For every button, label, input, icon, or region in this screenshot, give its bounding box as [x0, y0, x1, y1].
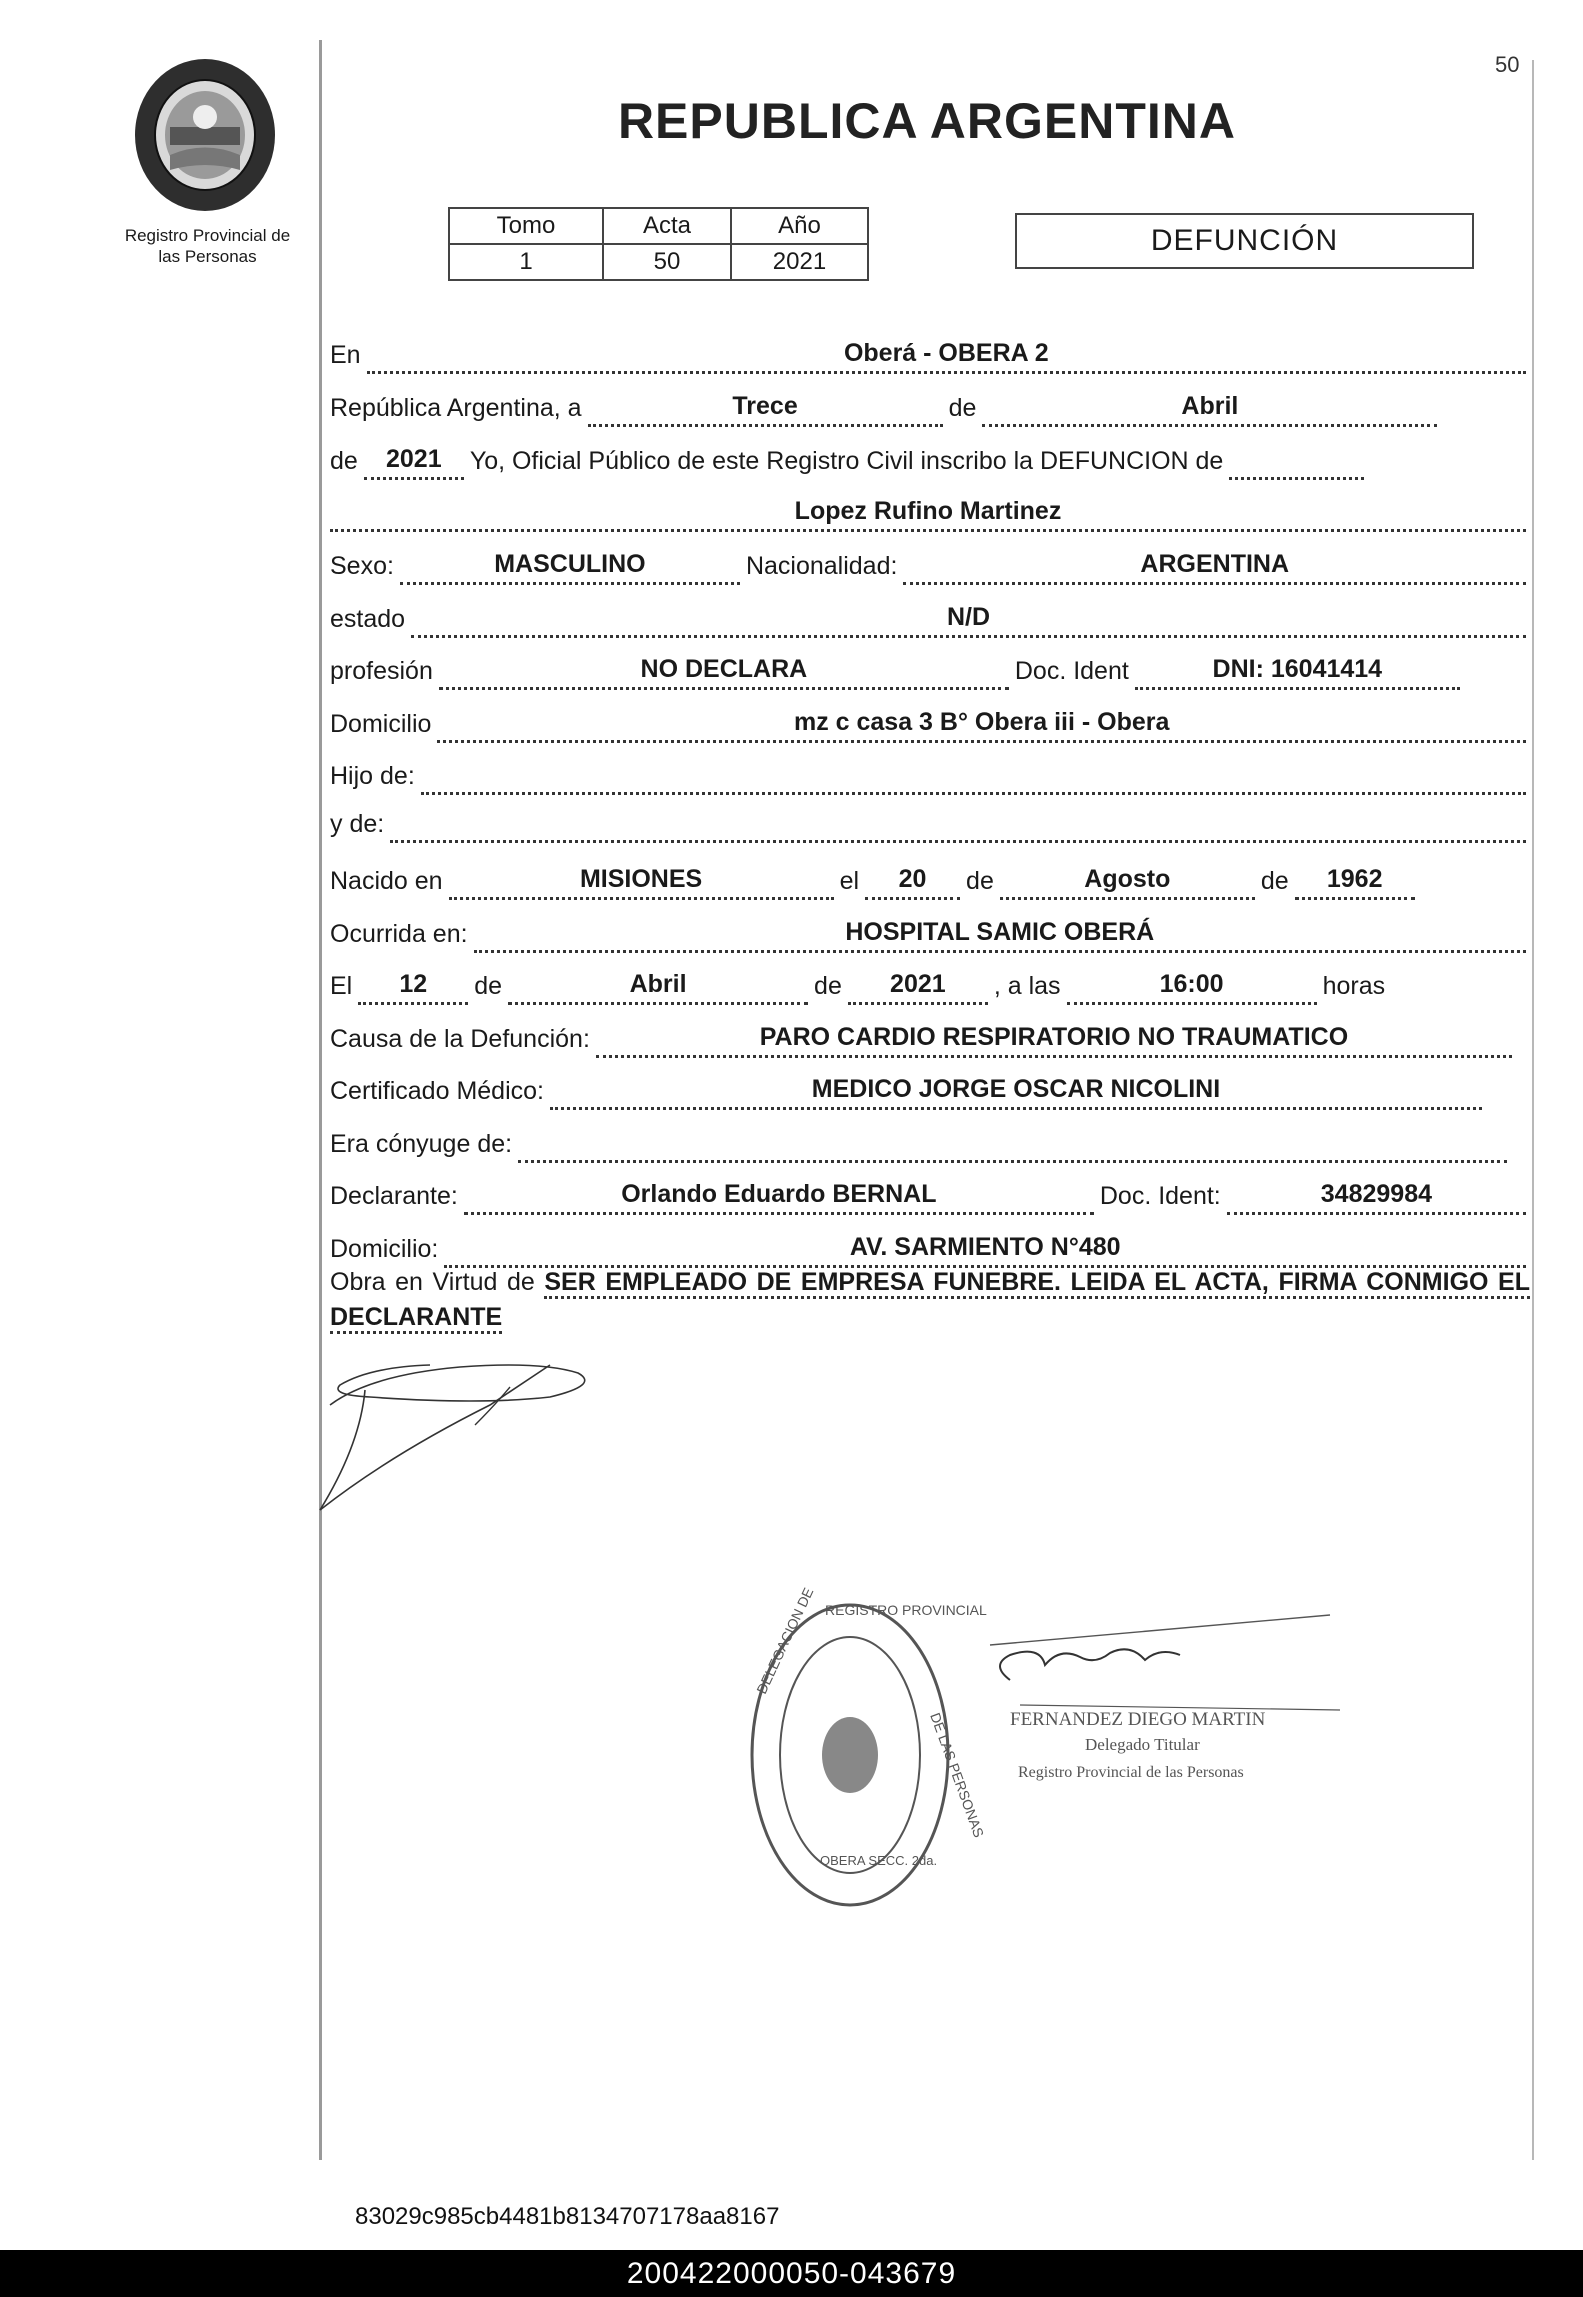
footer-id-bar [0, 2250, 1583, 2297]
birth-day-field: 20 [865, 868, 960, 900]
page-number: 50 [1495, 52, 1520, 77]
provincial-seal-icon [130, 55, 280, 215]
conyuge-field [518, 1131, 1507, 1163]
line-estado [330, 600, 1532, 638]
line-date [330, 389, 1532, 427]
inscribo-text: Yo, Oficial Público de este Registro Civil inscribo la DEFUNCION de [469, 447, 1224, 475]
declarante-field: Orlando Eduardo BERNAL [464, 1183, 1094, 1215]
profesion-label: profesión [330, 657, 433, 685]
hijo-label: Hijo de: [330, 762, 415, 790]
el2-label: El [330, 972, 353, 1000]
page-title: REPUBLICA ARGENTINA [617, 93, 1237, 149]
el-label: el [839, 867, 860, 895]
domicilio-field: mz c casa 3 B° Obera iii - Obera [437, 711, 1526, 743]
ref-header-tomo: Tomo [449, 208, 603, 244]
doc-ident-field: DNI: 16041414 [1135, 658, 1460, 690]
place-field: Oberá - OBERA 2 [367, 342, 1526, 374]
ref-value-ano: 2021 [731, 244, 868, 280]
line-year [330, 442, 1532, 480]
line-domicilio [330, 705, 1532, 743]
a-las-label: , a las [993, 972, 1061, 1000]
certificado-label: Certificado Médico: [330, 1077, 544, 1105]
registry-label-line2: las Personas [158, 247, 257, 266]
ref-value-acta: 50 [603, 244, 731, 280]
death-de-label-2: de [814, 972, 842, 1000]
yde-field [390, 811, 1526, 843]
ref-header-acta: Acta [603, 208, 731, 244]
decl-doc-label: Doc. Ident: [1099, 1182, 1221, 1210]
nacionalidad-label: Nacionalidad: [745, 552, 898, 580]
birth-month-field: Agosto [1000, 868, 1255, 900]
sexo-field: MASCULINO [400, 553, 740, 585]
causa-field: PARO CARDIO RESPIRATORIO NO TRAUMATICO [596, 1026, 1512, 1058]
document-hash: 83029c985cb4481b8134707178aa8167 [355, 2203, 780, 2230]
birth-year-field: 1962 [1295, 868, 1415, 900]
obra-paragraph [330, 1265, 1530, 1335]
month-field: Abril [982, 395, 1437, 427]
ref-value-tomo: 1 [449, 244, 603, 280]
document-type-box: DEFUNCIÓN [1015, 213, 1474, 269]
profesion-field: NO DECLARA [439, 658, 1009, 690]
year-field: 2021 [364, 448, 464, 480]
horas-label: horas [1322, 972, 1386, 1000]
svg-text:REGISTRO PROVINCIAL: REGISTRO PROVINCIAL [825, 1602, 987, 1618]
decl-domicilio-field: AV. SARMIENTO N°480 [444, 1236, 1526, 1268]
line-conyuge [330, 1125, 1532, 1163]
obra-field: SER EMPLEADO DE EMPRESA FUNEBRE. LEIDA EL ACTA, FIRMA CONMIGO EL DECLARANTE [330, 1268, 1530, 1334]
line-decl-domicilio [330, 1230, 1532, 1268]
registry-label [100, 225, 315, 267]
birth-de-label-1: de [966, 867, 994, 895]
estado-field: N/D [411, 606, 1526, 638]
de-label-2: de [330, 447, 358, 475]
causa-label: Causa de la Defunción: [330, 1025, 590, 1053]
line-name [330, 494, 1532, 532]
registry-label-line1: Registro Provincial de [124, 226, 291, 245]
svg-text:OBERA SECC. 2da.: OBERA SECC. 2da. [820, 1853, 938, 1868]
sexo-label: Sexo: [330, 552, 394, 580]
declarante-label: Declarante: [330, 1182, 458, 1210]
footer-id: 200422000050-043679 [626, 2256, 957, 2290]
line-causa [330, 1020, 1532, 1058]
svg-text:DELEGACION DE: DELEGACION DE [753, 1585, 817, 1697]
nacionalidad-field: ARGENTINA [903, 553, 1526, 585]
death-month-field: Abril [508, 973, 808, 1005]
inscribo-trailing-field [1229, 448, 1364, 480]
right-margin-rule [1532, 60, 1534, 2160]
svg-text:DE LAS PERSONAS: DE LAS PERSONAS [927, 1710, 988, 1840]
official-stamp-icon [740, 1585, 1360, 1915]
certificado-field: MEDICO JORGE OSCAR NICOLINI [550, 1078, 1482, 1110]
birth-de-label-2: de [1260, 867, 1289, 895]
hijo-field [421, 763, 1526, 795]
line-declarante [330, 1177, 1532, 1215]
svg-text:Registro Provincial de las Per: Registro Provincial de las Personas [1018, 1764, 1244, 1781]
reference-box [448, 207, 869, 281]
nacido-field: MISIONES [449, 868, 834, 900]
ocurrida-label: Ocurrida en: [330, 920, 468, 948]
declarant-signature-icon [310, 1345, 610, 1515]
ref-header-ano: Año [731, 208, 868, 244]
republica-label: República Argentina, a [330, 394, 582, 422]
line-death-date [330, 967, 1532, 1005]
yde-label: y de: [330, 810, 385, 838]
line-sexo [330, 547, 1532, 585]
conyuge-label: Era cónyuge de: [330, 1130, 513, 1158]
line-yde [330, 805, 1532, 843]
svg-text:Delegado Titular: Delegado Titular [1085, 1735, 1200, 1754]
left-margin-rule [319, 40, 322, 2160]
en-label: En [330, 341, 361, 369]
death-year-field: 2021 [848, 973, 988, 1005]
ocurrida-field: HOSPITAL SAMIC OBERÁ [474, 921, 1526, 953]
line-en [330, 336, 1532, 374]
domicilio-label: Domicilio [330, 710, 432, 738]
line-ocurrida [330, 915, 1532, 953]
nacido-label: Nacido en [330, 867, 443, 895]
svg-text:FERNANDEZ DIEGO MARTIN: FERNANDEZ DIEGO MARTIN [1010, 1709, 1266, 1730]
line-nacido [330, 862, 1532, 900]
line-certificado [330, 1072, 1532, 1110]
de-label: de [948, 394, 977, 422]
decl-domicilio-label: Domicilio: [330, 1235, 439, 1263]
decl-doc-field: 34829984 [1227, 1183, 1526, 1215]
line-hijo [330, 757, 1532, 795]
death-de-label-1: de [474, 972, 503, 1000]
day-words-field: Trece [588, 395, 943, 427]
death-day-field: 12 [358, 973, 468, 1005]
obra-label: Obra en Virtud de [330, 1268, 535, 1296]
estado-label: estado [330, 605, 406, 633]
doc-ident-label: Doc. Ident [1014, 657, 1129, 685]
deceased-name-field: Lopez Rufino Martinez [330, 500, 1526, 532]
line-profesion [330, 652, 1532, 690]
death-time-field: 16:00 [1067, 973, 1317, 1005]
